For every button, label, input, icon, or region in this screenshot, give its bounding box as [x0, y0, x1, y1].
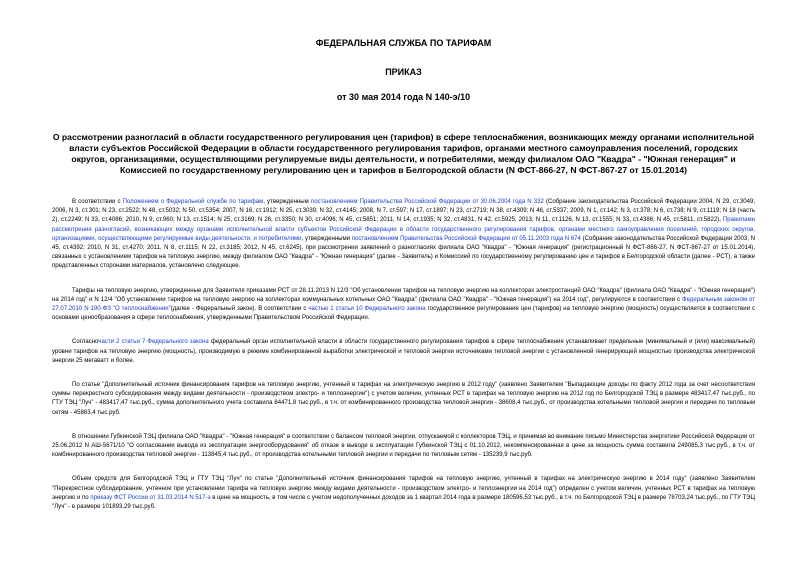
paragraph-6 — [52, 475, 755, 512]
paragraph-1 — [52, 198, 755, 272]
p4-text-1: По статье "Дополнительный источник финансирования тарифов на тепловую энергию, учтенный в тарифах на электрическую энергию в 2012 году" (заявлено Заявителем "Выпадающие доходы по факту 2012 года за счет несоответствия суммы перекрестного субсидирования между видами деятельности - производством электро- и теплоэнергии") с учетом величин, учтенных РСТ в тарифах на тепловую энергию на 2012 год по Белгородской ТЭЦ в размере 483417,47 тыс.руб., по ГТУ ТЭЦ "Луч" - 483417,47 тыс.руб., сумма дополнительного учета составила 84471,8 тыс.руб., в т.ч. от комбинированного производства тепловой энергии - 38608,4 тыс.руб., от производства котельными тепловой энергии и передачи по тепловым сетям - 45863,4 тыс.руб. — [52, 382, 755, 416]
p2-text-1: Тарифы на тепловую энергию, утвержденные для Заявителя приказами РСТ от 28.11.2013 N 12/3 "Об установлении тарифов на тепловую энергию на коллекторах электростанций ОАО "Квадра" (филиала ОАО "Квадра" - "Южная генерация") на 2014 год" и N 12/4 "Об установлении тарифов на тепловую энергию на коллекторах коммунальных котельных ОАО "Квадра" (филиала ОАО "Квадра" - "Южная генерация") на 2014 год", регулируются в соответствии с — [52, 287, 755, 303]
p1-text-5: (Собрание законодательства Российской Федерации 2003, N 45, ст.4392; 2010, N 31, ст.4270; 2011, N 8, ст.1115; N 22, ст.3185; 2012, N 45, ст.6245), при рассмотрении заявлений о разногласиях филиала ОАО "Квадра" - "Южная генерация" (регистрационный N ФСТ-866-27, N ФСТ-867-27 от 15.01.2014), связанных с установлением тарифов на тепловую энергию, между филиалом ОАО "Квадра" - "Южная генерация" (далее - Заявитель) и Комиссией по государственному регулированию цен и тарифов в Белгородской области (далее - РСТ), а также представленных сторонами материалов, установлено следующее. — [52, 235, 756, 270]
p1-text-4: , утвержденными — [301, 235, 352, 242]
paragraph-3 — [52, 338, 755, 366]
p6-text-2: в цене на мощность, в том числе с учетом недополученных доходов за 1 квартал 2014 года в размере 180596,53 тыс.руб., в т.ч. по Белгородской ТЭЦ в размере 78703,24 тыс.руб., по ГТУ ТЭЦ "Луч" - в размере 101893,29 тыс.руб. — [52, 494, 755, 511]
p3-text-2: федеральный орган исполнительной власти в области государственного регулирования тарифов в сфере теплоснабжения устанавливает предельные (минимальный и (или) максимальный) уровни тарифов на тепловую энергию (мощность), производимую в режиме комбинированной выработки электрической и тепловой энергии источниками тепловой энергии с установленной генерирующей мощностью производства электрической энергии 25 мегаватт и более. — [52, 339, 755, 364]
link-law-article-10[interactable]: частью 1 статьи 10 Федерального закона — [308, 306, 426, 313]
link-decree-674[interactable]: постановлением Правительства Российской Федерации от 05.11.2003 года N 674 — [351, 235, 581, 242]
paragraph-5 — [52, 433, 755, 461]
p5-text-1: В отношении Губкинской ТЭЦ филиала ОАО "Квадра" - "Южная генерация" в соответствии с балансом тепловой энергии, отпускаемой с коллекторов ТЭЦ, и принимая во внимание письмо Министерства энергетики Российской Федерации от 25.06.2012 N АШ-5671/10 "О согласовании вывода из эксплуатации энергооборудования" об отказе в выводе в эксплуатации Губкинской ТЭЦ с 01.10.2012, некомпенсированная в цене за мощность сумма составила 249085,3 тыс.руб., в т.ч. от комбинированного производства тепловой энергии - 113845,4 тыс.руб., от производства котельными тепловой энергии и передачи по тепловым сетям - 135239,9 тыс.руб. — [52, 433, 755, 459]
p2-text-3: государственное регулирование цен (тарифов) на тепловую энергию (мощность) осуществляется в соответствии с основами ценообразования в сфере теплоснабжения, утвержденными Правительством Российской Федерации. — [52, 306, 755, 322]
paragraph-4 — [52, 381, 755, 418]
p1-text-2: , утвержденным — [263, 199, 311, 205]
link-decree-332[interactable]: постановлением Правительства Российской Федерации от 30.06.2004 года N 332 — [310, 199, 544, 205]
p2-text-2: (далее - Федеральный закон). В соответствии с — [170, 306, 309, 313]
agency-name: ФЕДЕРАЛЬНАЯ СЛУЖБА ПО ТАРИФАМ — [315, 38, 492, 48]
p1-text-1: В соответствии с — [72, 199, 123, 205]
p6-text-1: Объем средств для Белгородской ТЭЦ и ГТУ ТЭЦ "Луч" по статье "Дополнительный источник финансирования тарифов на тепловую энергию, учтенный в тарифах на электрическую энергию в 2014 году" (заявлено Заявителем "Перекрестное субсидирование, учтенное при установлении тарифа на тепловую энергию между видами деятельности - производством электро- и теплоэнергии на 2014 год") определен с учетом величин, учтенных РСТ в тарифах на тепловую энергию и по — [52, 476, 755, 501]
p3-text-1: Согласно — [72, 339, 99, 346]
p1-text-3: (Собрание законодательства Российской Федерации 2004, N 29, ст.3049; 2006, N 3, ст.301; N 23, ст.2522; N 48, ст.5032; N 50, ст.5354; 2007, N 16, ст.1912; N 25, ст.3039; N 32, ст.4145; 2008, N 7, ст.597; N 17, ст.1897; N 23, ст.2719; N 38, ст.4309; N 46, ст.5337; 2009, N 1, ст.142; N 3, ст.378; N 6, ст.738; N 9, ст.1119; N 18 (часть 2), ст.2249; N 33, ст.4086; 2010, N 9, ст.960; N 13, ст.1514; N 25, ст.3169; N 26, ст.3350; N 30, ст.4096; N 45, ст.5851; 2011, N 14, ст.1935; N 32, ст.4831, N 42, ст.5925; 2013, N 11, ст.1126, N 13, ст.1555; N 33, ст.4386; N 45, ст.5811, ст.5822), — [52, 199, 756, 224]
link-law-article-7[interactable]: части 2 статьи 7 Федерального закона — [98, 339, 209, 346]
document-type: ПРИКАЗ — [385, 67, 422, 77]
document-date: от 30 мая 2014 года N 140-э/10 — [336, 92, 471, 102]
link-law-190fz[interactable]: Федеральным законом от 27.07.2010 N 190-ФЗ "О теплоснабжении" — [52, 296, 755, 313]
link-fst-regulation[interactable]: Положением о Федеральной службе по тарифам — [122, 199, 264, 205]
paragraph-2 — [52, 287, 755, 324]
link-order-517e[interactable]: приказу ФСТ России от 31.03.2014 N 517-э — [90, 494, 211, 501]
link-dispute-rules[interactable]: Правилами рассмотрения разногласий, возникающих между органами исполнительной власти субъектов Российской Федерации в области государственного регулирования тарифов, органами местного самоуправления поселений, городских округов, организациями, осуществляющими регулируемые виды деятельности, и потребителями — [52, 217, 755, 242]
document-title: О рассмотрении разногласий в области государственного регулирования цен (тарифов) в сфере теплоснабжения, возникающих между органами исполнительной власти субъектов Российской Федерации в области государственного регулирования тарифов, органами местного самоуправления поселений, городских округов, организациями, осуществляющими регулируемые виды деятельности, и потребителями, между филиалом ОАО "Квадра" - "Южная генерация" и Комиссией по государственному регулированию цен и тарифов в Белгородской области (N ФСТ-866-27, N ФСТ-867-27 от 15.01.2014) — [52, 132, 755, 175]
